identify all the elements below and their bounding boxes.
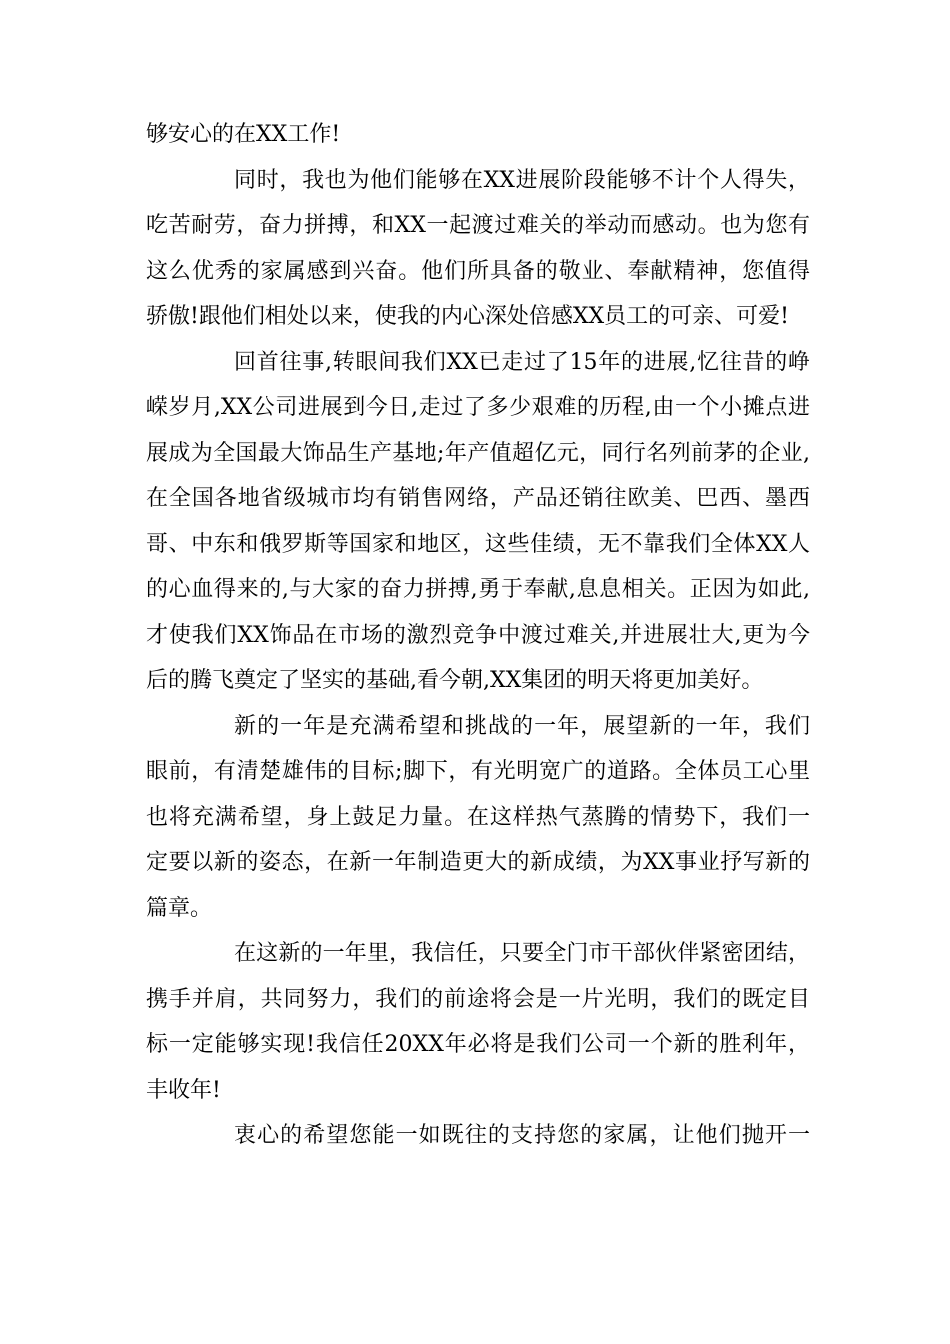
text-line: 的心血得来的,与大家的奋力拼搏,勇于奉献,息息相关。正因为如此,	[146, 577, 810, 602]
text-line: 丰收年!	[146, 1077, 221, 1103]
text-line: 同时，我也为他们能够在XX进展阶段能够不计个人得失，	[234, 167, 810, 193]
document-body	[146, 112, 810, 1159]
text-line: 也将充满希望，身上鼓足力量。在这样热气蒸腾的情势下，我们一	[146, 804, 810, 830]
text-line: 展成为全国最大饰品生产基地;年产值超亿元，同行名列前茅的企业,	[146, 440, 810, 466]
text-line: 吃苦耐劳，奋力拼搏，和XX一起渡过难关的举动而感动。也为您有	[146, 213, 810, 238]
text-line: 骄傲!跟他们相处以来，使我的内心深处倍感XX员工的可亲、可爱!	[146, 304, 790, 329]
text-line: 衷心的希望您能一如既往的支持您的家属，让他们抛开一	[234, 1123, 810, 1148]
text-line: 在全国各地省级城市均有销售网络，产品还销往欧美、巴西、墨西	[146, 486, 810, 511]
text-line: 回首往事,转眼间我们XX已走过了15年的进展,忆往昔的峥	[234, 349, 810, 375]
text-line: 这么优秀的家属感到兴奋。他们所具备的敬业、奉献精神，您值得	[146, 258, 810, 284]
text-line: 标一定能够实现!我信任20XX年必将是我们公司一个新的胜利年，	[146, 1032, 810, 1057]
text-line: 嵘岁月,XX公司进展到今日,走过了多少艰难的历程,由一个小摊点进	[146, 395, 810, 420]
text-line: 在这新的一年里，我信任，只要全门市干部伙伴紧密团结，	[234, 941, 810, 966]
text-line: 定要以新的姿态，在新一年制造更大的新成绩，为XX事业抒写新的	[146, 850, 810, 875]
text-line: 眼前，有清楚雄伟的目标;脚下，有光明宽广的道路。全体员工心里	[146, 759, 810, 784]
text-line: 篇章。	[146, 895, 213, 921]
text-line: 携手并肩，共同努力，我们的前途将会是一片光明，我们的既定目	[146, 986, 810, 1012]
text-line: 后的腾飞奠定了坚实的基础,看今朝,XX集团的明天将更加美好。	[146, 668, 764, 693]
text-line: 新的一年是充满希望和挑战的一年，展望新的一年，我们	[234, 713, 810, 739]
text-line: 够安心的在XX工作!	[146, 122, 341, 147]
text-line: 才使我们XX饰品在市场的激烈竞争中渡过难关,并进展壮大,更为今	[146, 622, 810, 648]
text-line: 哥、中东和俄罗斯等国家和地区，这些佳绩，无不靠我们全体XX人	[146, 531, 810, 557]
